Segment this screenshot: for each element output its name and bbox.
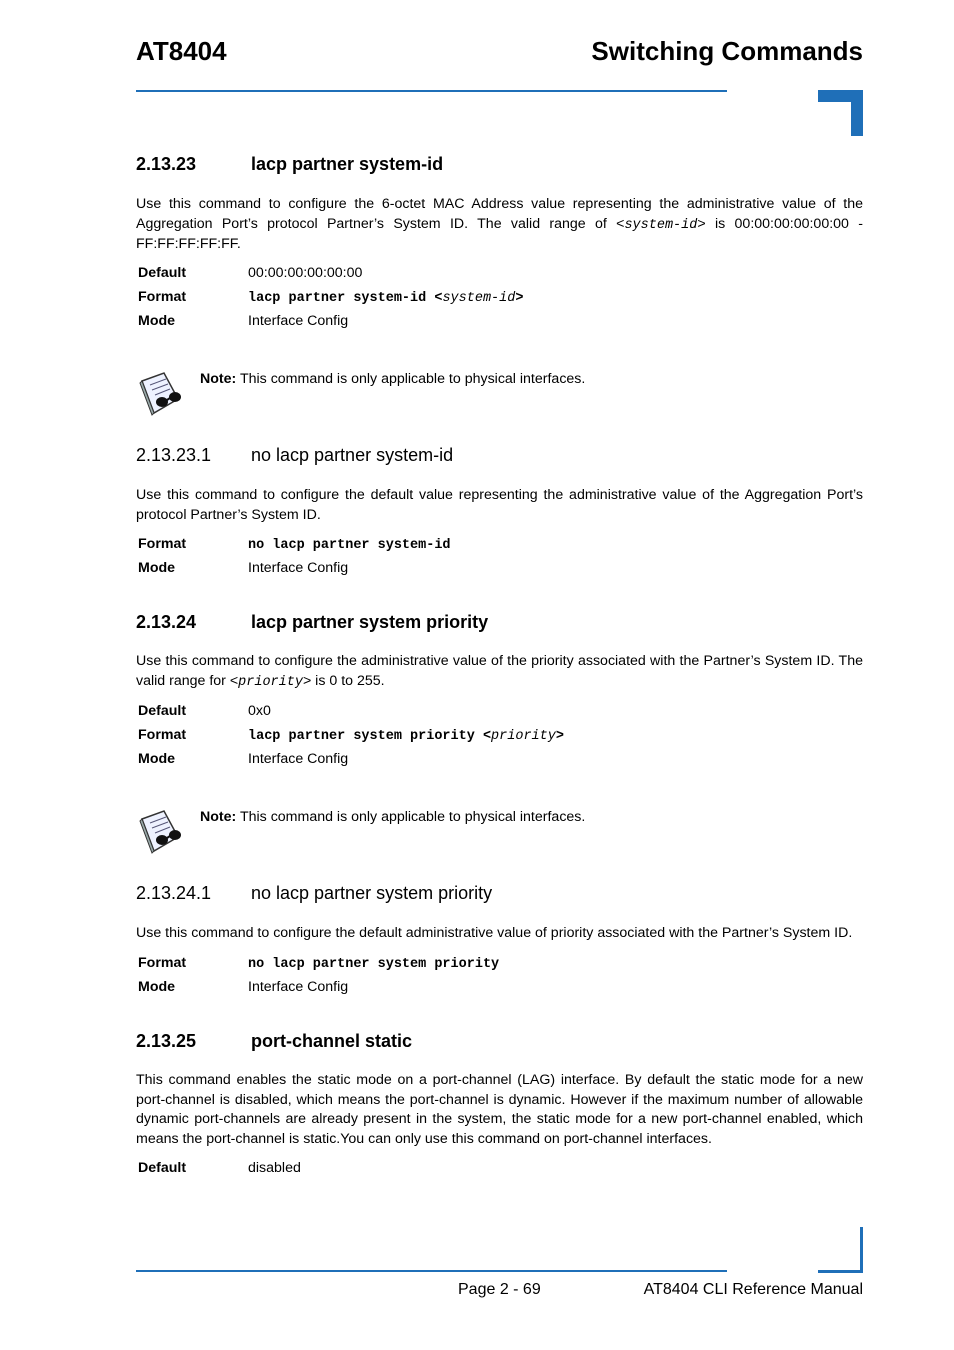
section-body-2-13-23-1: Use this command to configure the default value representing the administrative value of the Aggregation Port’s protocol Partner’s System ID.: [136, 487, 863, 523]
format-row: Format no lacp partner system priority: [138, 955, 500, 972]
footer-corner-mark: [818, 1227, 863, 1273]
note-text: Note: This command is only applicable to physical interfaces.: [200, 371, 586, 387]
section-body-2-13-24-1: Use this command to configure the default administrative value of priority associated with the Partner’s System ID.: [136, 925, 853, 941]
note-text: Note: This command is only applicable to physical interfaces.: [200, 809, 586, 825]
footer-manual-title: AT8404 CLI Reference Manual: [643, 1281, 863, 1298]
section-heading-2-13-25: 2.13.25 port-channel static: [136, 1031, 413, 1051]
note-book-glasses-icon: [138, 809, 184, 855]
header-chapter: Switching Commands: [591, 36, 863, 66]
section-heading-2-13-24-1: 2.13.24.1 no lacp partner system priority: [136, 883, 493, 903]
format-row: Format lacp partner system-id <system-id>: [138, 289, 524, 306]
format-row: Format no lacp partner system-id: [138, 536, 451, 553]
footer-rule: [136, 1270, 727, 1272]
mode-row: Mode Interface Config: [138, 979, 349, 995]
page-number: Page 2 - 69: [458, 1281, 541, 1298]
section-body-2-13-25: This command enables the static mode on a port-channel (LAG) interface. By default the static mode for a new port-channel is disabled, which means the port-channel is dynamic. However if the maximum number of allowable dynamic port-channels are already present in the system, the static mode for a new port-channel enabled, which means the port-channel is static.You can only use this command on port-channel interfaces.: [136, 1072, 863, 1147]
section-heading-2-13-23-1: 2.13.23.1 no lacp partner system-id: [136, 445, 454, 465]
header-product: AT8404: [136, 36, 227, 66]
note-box: [138, 371, 858, 421]
note-box: [138, 809, 858, 859]
header-rule: [136, 90, 727, 92]
section-heading-2-13-23: 2.13.23 lacp partner system-id: [136, 154, 444, 174]
section-body-2-13-24: Use this command to configure the administrative value of the priority associated with the Partner’s System ID. The valid range for <priority> is 0 to 255.: [136, 653, 863, 690]
header-corner-mark: [818, 90, 863, 136]
default-row: Default disabled: [138, 1160, 301, 1176]
section-heading-2-13-24: 2.13.24 lacp partner system priority: [136, 612, 489, 632]
default-row: Default 0x0: [138, 703, 271, 719]
note-book-glasses-icon: [138, 371, 184, 417]
default-row: Default 00:00:00:00:00:00: [138, 265, 363, 281]
mode-row: Mode Interface Config: [138, 313, 349, 329]
format-row: Format lacp partner system priority <priority>: [138, 727, 564, 744]
mode-row: Mode Interface Config: [138, 560, 349, 576]
mode-row: Mode Interface Config: [138, 751, 349, 767]
section-body-2-13-23: Use this command to configure the 6-octet MAC Address value representing the administrative value of the Aggregation Port’s protocol Partner’s System ID. The valid range of <system-id> is 00:00:00:00:00:00 - FF:FF:FF:FF:FF.: [136, 196, 863, 252]
